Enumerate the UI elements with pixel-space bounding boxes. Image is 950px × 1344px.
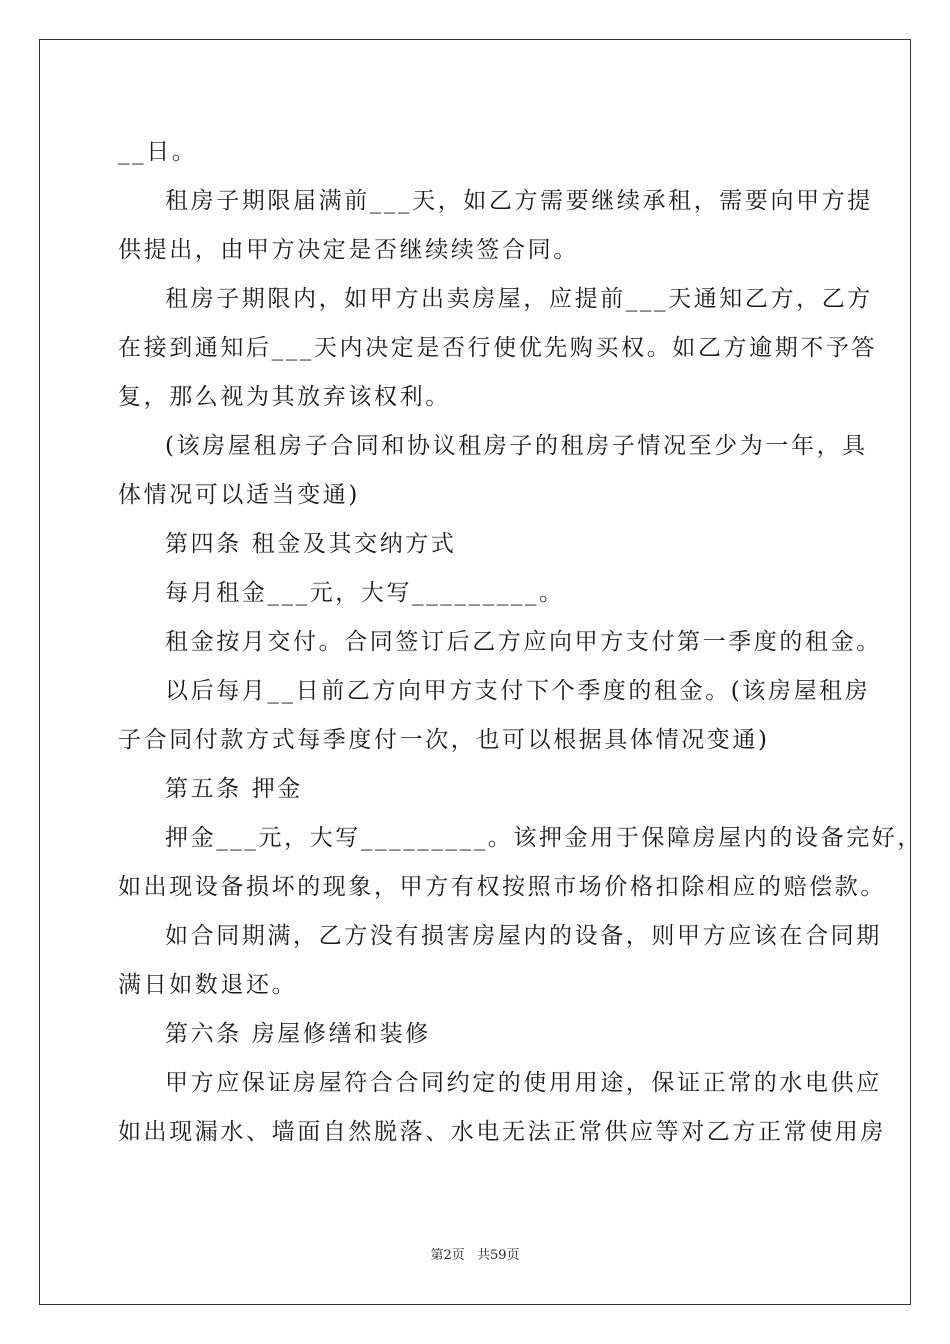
text-line: 满日如数退还。 <box>118 972 298 998</box>
page-number: 第2页 <box>430 1248 465 1263</box>
section-heading: 第四条 租金及其交纳方式 <box>165 531 457 557</box>
text-line: 供提出，由甲方决定是否继续续签合同。 <box>118 237 579 263</box>
text-line: 押金___元，大写_________。该押金用于保障房屋内的设备完好， <box>165 825 923 851</box>
text-line: 如出现漏水、墙面自然脱落、水电无法正常供应等对乙方正常使用房 <box>118 1119 886 1145</box>
text-line: 如出现设备损坏的现象，甲方有权按照市场价格扣除相应的赔偿款。 <box>118 874 886 900</box>
section-heading: 第六条 房屋修缮和装修 <box>165 1021 431 1047</box>
text-line: 租金按月交付。合同签订后乙方应向甲方支付第一季度的租金。 <box>165 629 882 655</box>
page-footer <box>0 1244 950 1263</box>
document-body <box>118 128 923 1157</box>
text-line: 每月租金___元，大写_________。 <box>165 580 565 606</box>
text-line: (该房屋租房子合同和协议租房子的租房子情况至少为一年，具 <box>165 433 868 459</box>
text-line: 租房子期限内，如甲方出卖房屋，应提前___天通知乙方，乙方 <box>165 286 873 312</box>
text-line: 甲方应保证房屋符合合同约定的使用用途，保证正常的水电供应 <box>165 1070 882 1096</box>
text-line: 子合同付款方式每季度付一次，也可以根据具体情况变通) <box>118 727 770 753</box>
text-line: 租房子期限届满前___天，如乙方需要继续承租，需要向甲方提 <box>165 188 873 214</box>
text-line: 如合同期满，乙方没有损害房屋内的设备，则甲方应该在合同期 <box>165 923 882 949</box>
text-line: 体情况可以适当变通) <box>118 482 360 508</box>
text-line: 以后每月__日前乙方向甲方支付下个季度的租金。(该房屋租房 <box>165 678 871 704</box>
text-line: 在接到通知后___天内决定是否行使优先购买权。如乙方逾期不予答 <box>118 335 878 361</box>
page-total: 共59页 <box>476 1248 520 1263</box>
section-heading: 第五条 押金 <box>165 776 303 802</box>
text-line: 复，那么视为其放弃该权利。 <box>118 384 451 410</box>
text-line: __日。 <box>118 139 198 165</box>
